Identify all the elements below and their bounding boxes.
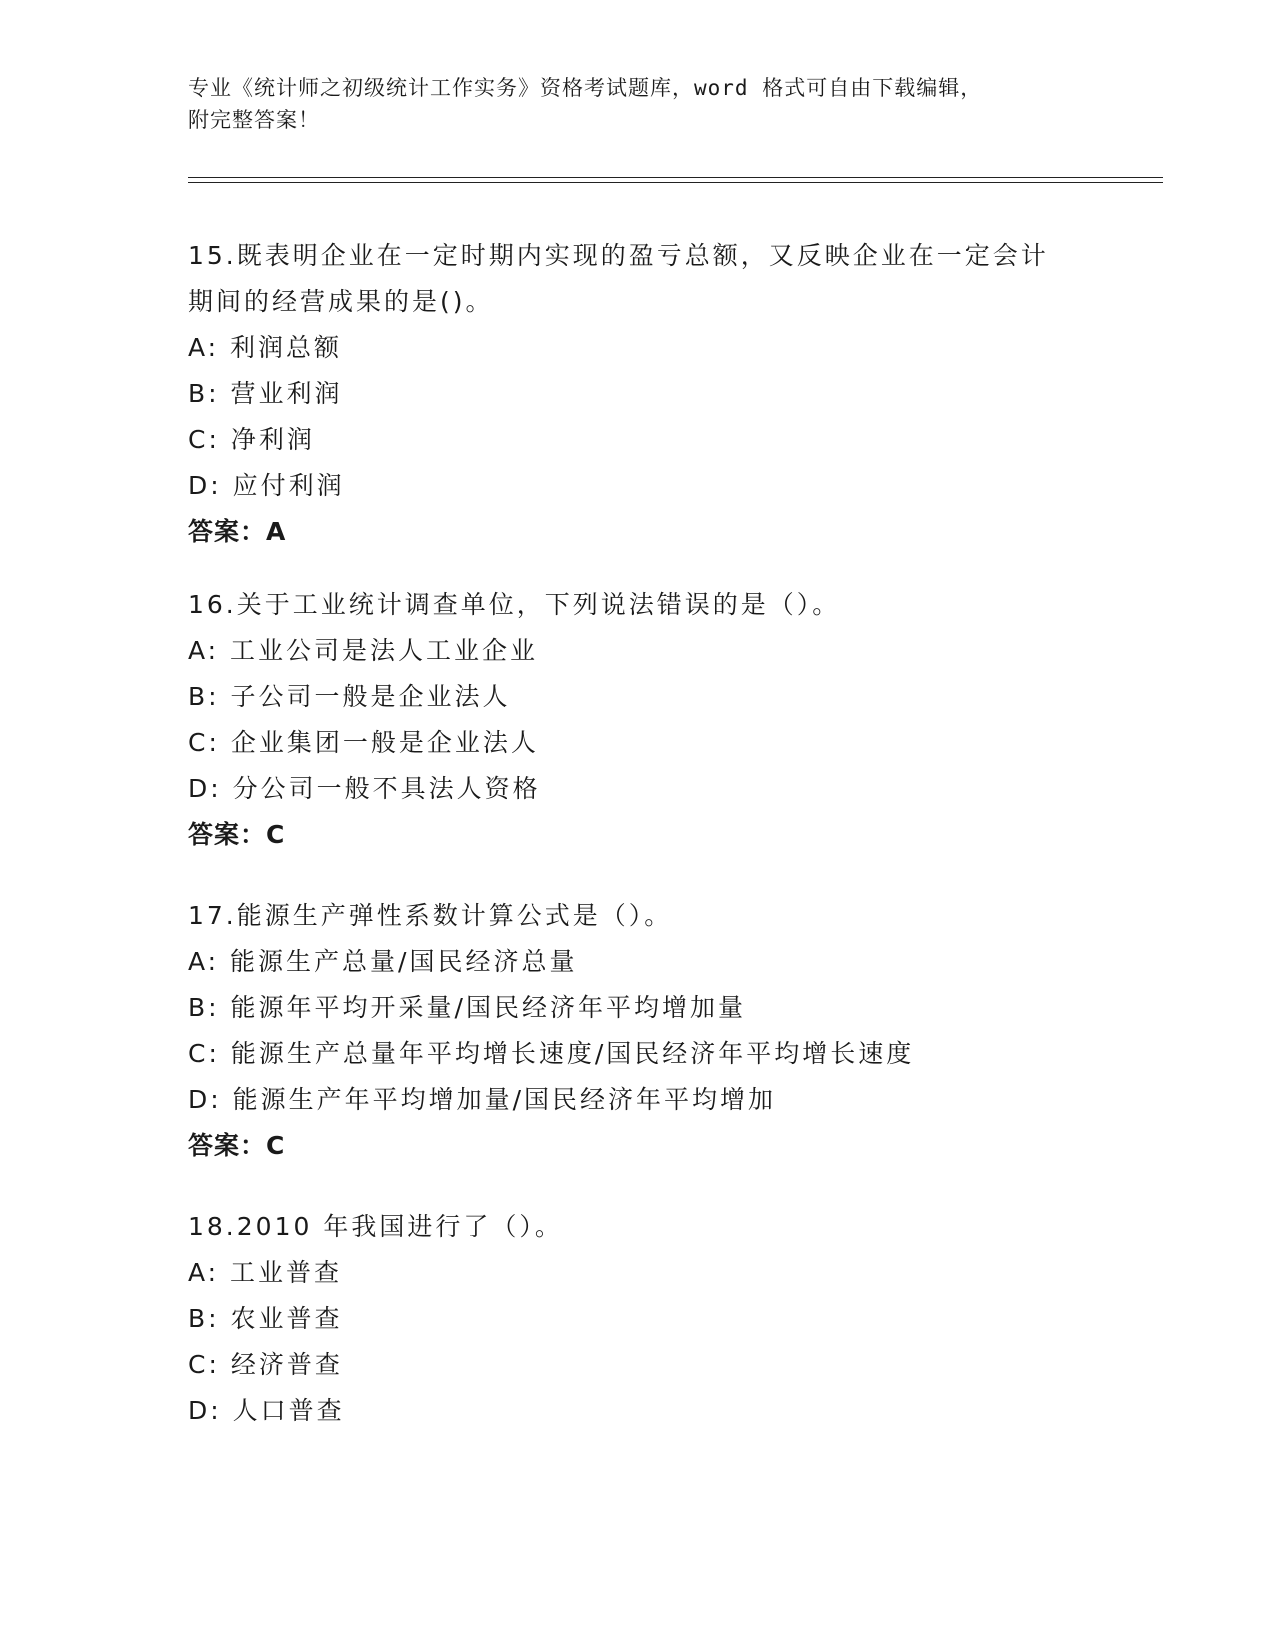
answer: 答案：C [188, 1131, 286, 1160]
header-line-1: 专业《统计师之初级统计工作实务》资格考试题库，word 格式可自由下载编辑， [188, 76, 983, 100]
option-a: A: 利润总额 [188, 333, 343, 362]
header-divider-bottom [188, 182, 1163, 183]
option-b: B: 营业利润 [188, 379, 343, 408]
option-d: D: 应付利润 [188, 471, 345, 500]
option-d: D: 能源生产年平均增加量/国民经济年平均增加 [188, 1085, 777, 1114]
question-15 [188, 233, 1088, 555]
option-c: C: 企业集团一般是企业法人 [188, 728, 539, 757]
question-17 [188, 893, 1088, 1169]
question-stem: 15.既表明企业在一定时期内实现的盈亏总额，又反映企业在一定会计 [188, 241, 1049, 270]
option-a: A: 工业普查 [188, 1258, 343, 1287]
document-header [188, 72, 1088, 136]
option-b: B: 子公司一般是企业法人 [188, 682, 511, 711]
answer: 答案：A [188, 517, 287, 546]
option-a: A: 能源生产总量/国民经济总量 [188, 947, 578, 976]
option-b: B: 能源年平均开采量/国民经济年平均增加量 [188, 993, 746, 1022]
question-18 [188, 1204, 1088, 1434]
question-stem: 期间的经营成果的是()。 [188, 287, 494, 316]
option-c: C: 能源生产总量年平均增长速度/国民经济年平均增长速度 [188, 1039, 915, 1068]
answer: 答案：C [188, 820, 286, 849]
question-stem: 18.2010 年我国进行了（）。 [188, 1212, 563, 1241]
header-divider-top [188, 177, 1163, 178]
option-b: B: 农业普查 [188, 1304, 343, 1333]
option-c: C: 净利润 [188, 425, 315, 454]
option-d: D: 人口普查 [188, 1396, 345, 1425]
question-stem: 16.关于工业统计调查单位，下列说法错误的是（）。 [188, 590, 841, 619]
option-d: D: 分公司一般不具法人资格 [188, 774, 541, 803]
option-c: C: 经济普查 [188, 1350, 343, 1379]
question-16 [188, 582, 1088, 858]
option-a: A: 工业公司是法人工业企业 [188, 636, 539, 665]
question-stem: 17.能源生产弹性系数计算公式是（）。 [188, 901, 673, 930]
header-line-2: 附完整答案！ [188, 108, 320, 132]
